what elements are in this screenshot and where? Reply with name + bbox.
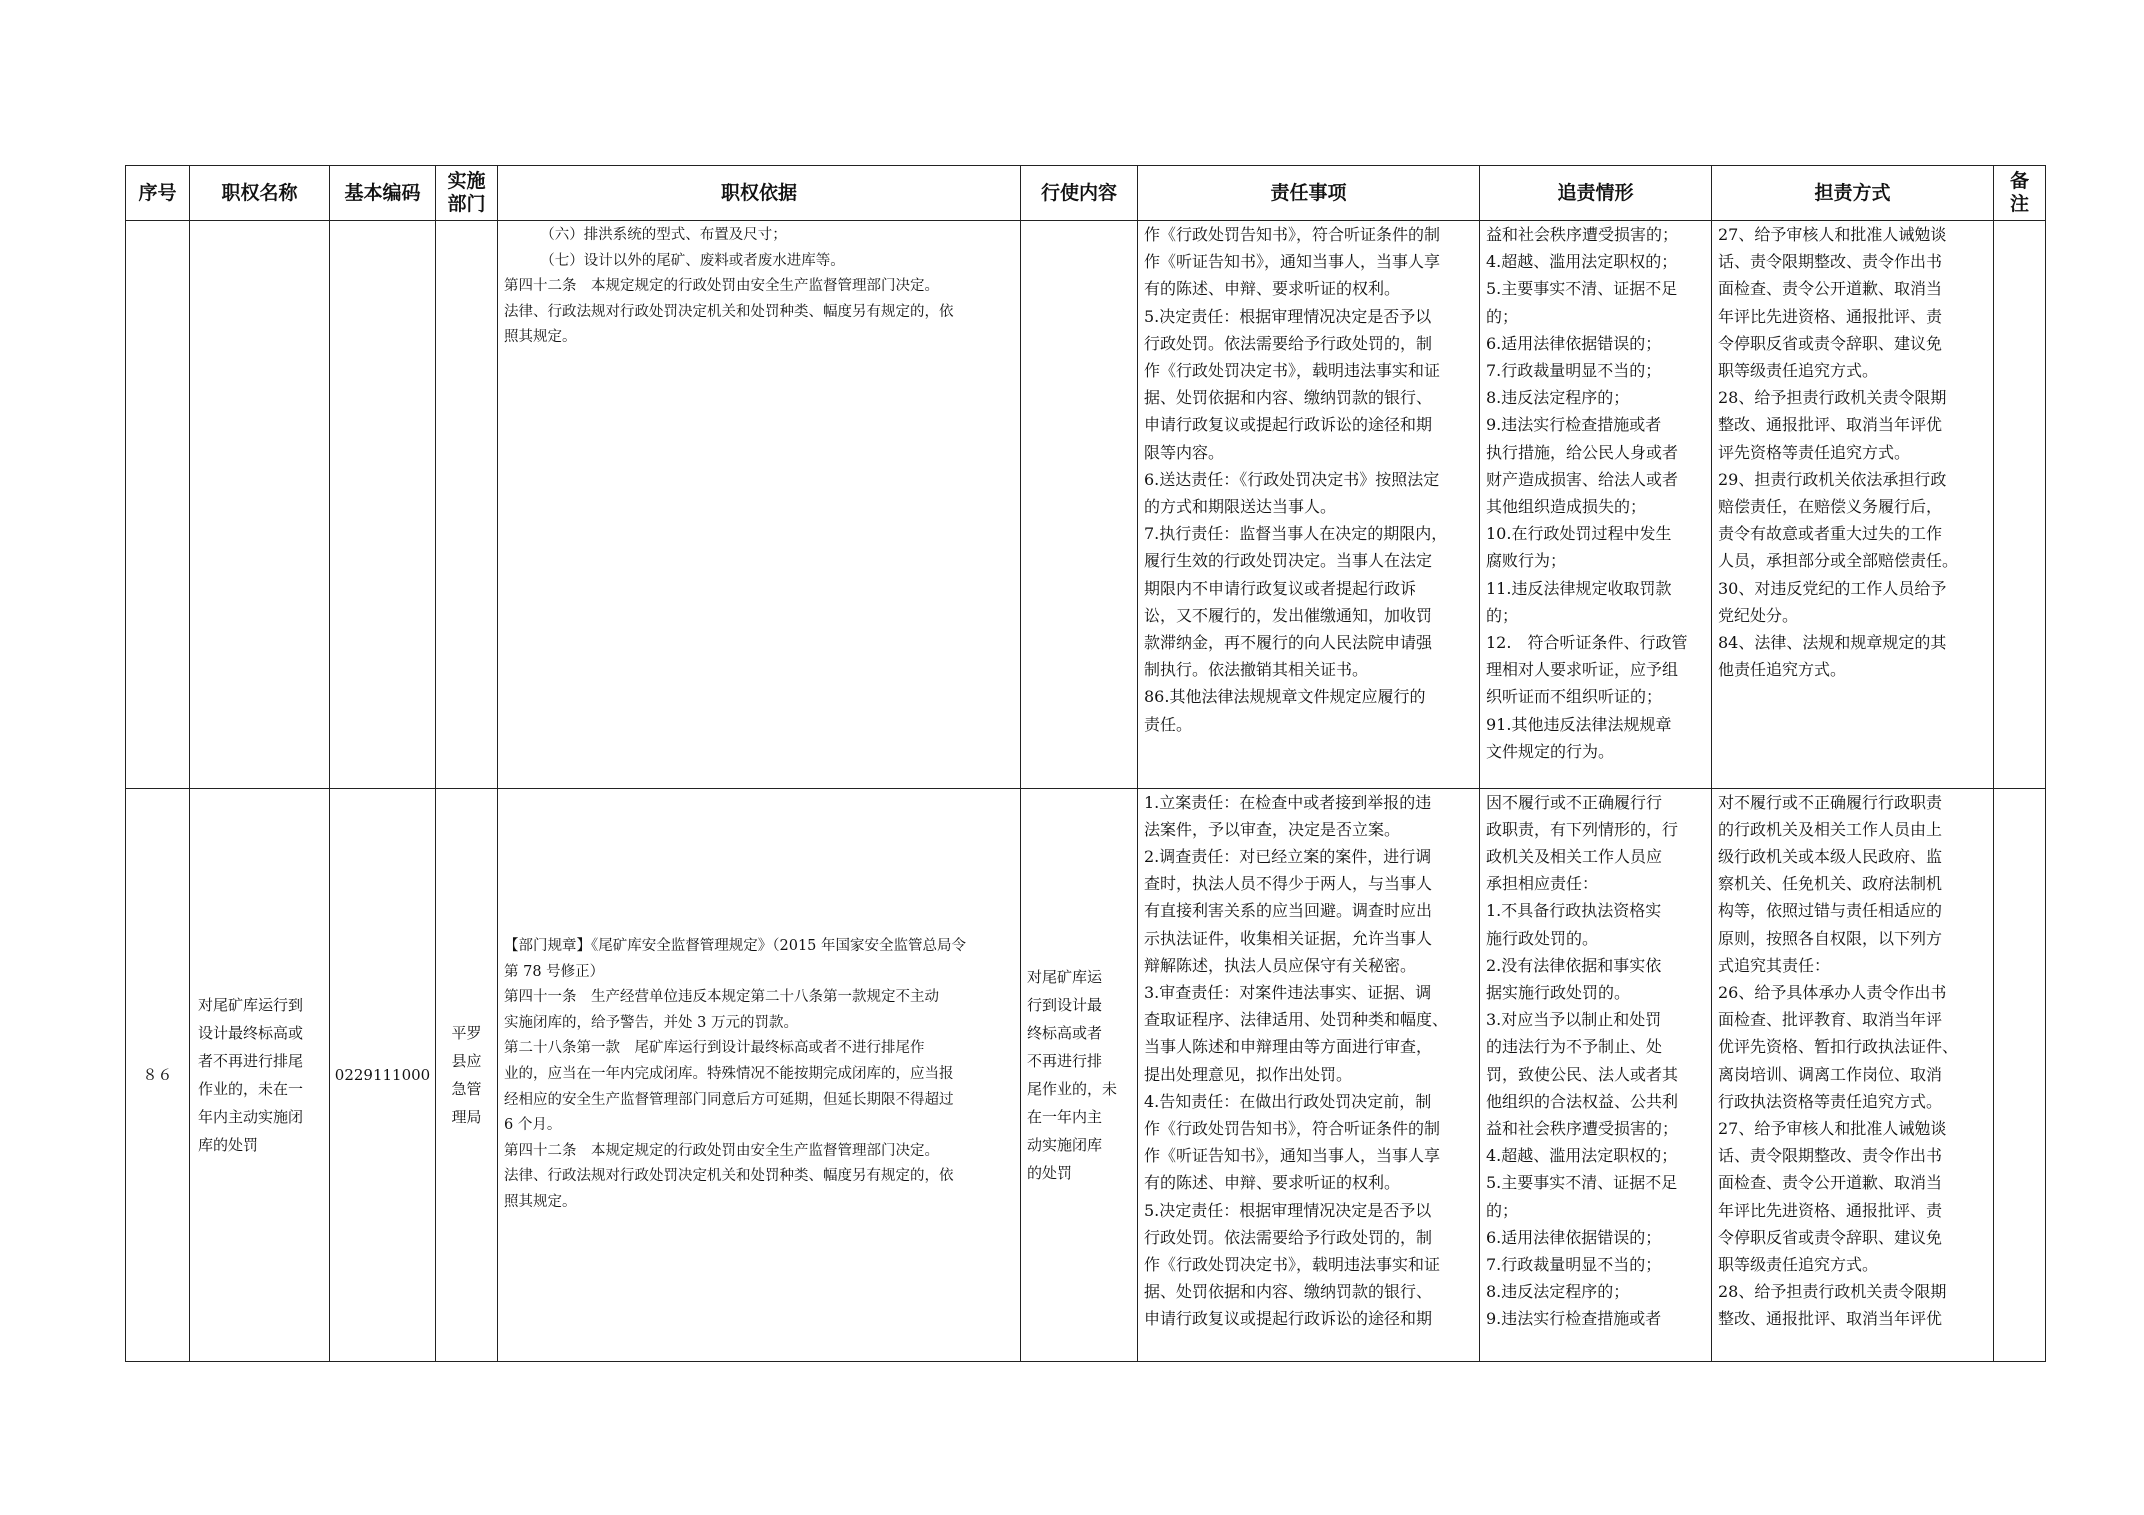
row2-remark	[1994, 788, 2046, 1362]
row1-basis: （六）排洪系统的型式、布置及尺寸； （七）设计以外的尾矿、废料或者废水进库等。 第四十二条 本规定规定的行政处罚由安全生产监督管理部门决定。 法律、行政法规对行政处罚决定机关和处罚种类、幅度另有规定的，依 照其规定。	[504, 227, 954, 346]
row2-responsibility-cell	[1712, 788, 1994, 1362]
row1-accountability-cell	[1480, 221, 1712, 788]
table-row	[126, 788, 2046, 1362]
header-name: 职权名称	[190, 166, 330, 221]
table-row	[126, 221, 2046, 788]
header-basis: 职权依据	[498, 166, 1021, 221]
row2-basis: 【部门规章】《尾矿库安全监督管理规定》（2015 年国家安全监管总局令 第 78 号修正） 第四十一条 生产经营单位违反本规定第二十八条第一款规定不主动 实施闭库的，给予警告，并处 3 万元的罚款。 第二十八条第一款 尾矿库运行到设计最终标高或者不进行排尾作 业的，应当在一年内完成闭库。特殊情况不能按期完成闭库的，应当报 经相应的安全生产监督管理部门同意后方可延期，但延长期限不得超过 6 个月。 第四十二条 本规定规定的行政处罚由安全生产监督管理部门决定。 法律、行政法规对行政处罚决定机关和处罚种类、幅度另有规定的，依 照其规定。	[504, 937, 967, 1210]
row2-duty-cell	[1138, 788, 1480, 1362]
header-content: 行使内容	[1021, 166, 1138, 221]
row2-responsibility: 对不履行或不正确履行行政职责 的行政机关及相关工作人员由上 级行政机关或本级人民政府、监 察机关、任免机关、政府法制机 构等，依照过错与责任相适应的 原则，按照各自权限，以下列方 式追究其责任： 26、给予具体承办人责令作出书 面检查、批评教育、取消当年评 优评先资格、暂扣行政执法证件、 离岗培训、调离工作岗位、取消 行政执法资格等责任追究方式。 27、给予审核人和批准人诫勉谈 话、责令限期整改、责令作出书 面检查、责令公开道歉、取消当 年评比先进资格、通报批评、责 令停职反省或责令辞职、建议免 职等级责任追究方式。 28、给予担责行政机关责令限期 整改、通报批评、取消当年评优	[1718, 792, 1959, 1329]
header-code: 基本编码	[330, 166, 436, 221]
row1-basis-cell	[498, 221, 1021, 788]
row2-code: 0229111000	[330, 788, 436, 1362]
row1-code	[330, 221, 436, 788]
header-row	[126, 166, 2046, 221]
header-seq: 序号	[126, 166, 190, 221]
row1-duty: 作《行政处罚告知书》，符合听证条件的制 作《听证告知书》，通知当事人，当事人享 有的陈述、申辩、要求听证的权利。 5.决定责任：根据审理情况决定是否予以 行政处罚。依法需要给予行政处罚的，制 作《行政处罚决定书》，载明违法事实和证 据、处罚依据和内容、缴纳罚款的银行、 申请行政复议或提起行政诉讼的途径和期 限等内容。 6.送达责任：《行政处罚决定书》按照法定 的方式和期限送达当事人。 7.执行责任：监督当事人在决定的期限内， 履行生效的行政处罚决定。当事人在法定 期限内不申请行政复议或者提起行政诉 讼，又不履行的，发出催缴通知，加收罚 款滞纳金，再不履行的向人民法院申请强 制执行。依法撤销其相关证书。 86.其他法律法规规章文件规定应履行的 责任。	[1144, 225, 1448, 734]
row1-accountability: 益和社会秩序遭受损害的； 4.超越、滥用法定职权的； 5.主要事实不清、证据不足 的； 6.适用法律依据错误的； 7.行政裁量明显不当的； 8.违反法定程序的； 9.违法实行检查措施或者 执行措施，给公民人身或者 财产造成损害、给法人或者 其他组织造成损失的； 10.在行政处罚过程中发生 腐败行为； 11.违反法律规定收取罚款 的； 12. 符合听证条件、行政管 理相对人要求听证，应予组 织听证而不组织听证的； 91.其他违反法律法规规章 文件规定的行为。	[1486, 225, 1688, 761]
row2-duty: 1.立案责任：在检查中或者接到举报的违 法案件，予以审查，决定是否立案。 2.调查责任：对已经立案的案件，进行调 查时，执法人员不得少于两人，与当事人 有直接利害关系的应当回避。调查时应出 示执法证件，收集相关证据，允许当事人 辩解陈述，执法人员应保守有关秘密。 3.审查责任：对案件违法事实、证据、调 查取证程序、法律适用、处罚种类和幅度、 当事人陈述和申辩理由等方面进行审查， 提出处理意见，拟作出处罚。 4.告知责任：在做出行政处罚决定前，制 作《行政处罚告知书》，符合听证条件的制 作《听证告知书》，通知当事人，当事人享 有的陈述、申辩、要求听证的权利。 5.决定责任：根据审理情况决定是否予以 行政处罚。依法需要给予行政处罚的，制 作《行政处罚决定书》，载明违法事实和证 据、处罚依据和内容、缴纳罚款的银行、 申请行政复议或提起行政诉讼的途径和期	[1144, 792, 1449, 1329]
header-dept: 实施 部门	[436, 166, 498, 221]
row1-duty-cell	[1138, 221, 1480, 788]
row1-responsibility: 27、给予审核人和批准人诫勉谈 话、责令限期整改、责令作出书 面检查、责令公开道歉、取消当 年评比先进资格、通报批评、责 令停职反省或责令辞职、建议免 职等级责任追究方式。 28、给予担责行政机关责令限期 整改、通报批评、取消当年评优 评先资格等责任追究方式。 29、担责行政机关依法承担行政 赔偿责任，在赔偿义务履行后， 责令有故意或者重大过失的工作 人员，承担部分或全部赔偿责任。 30、对违反党纪的工作人员给予 党纪处分。 84、法律、法规和规章规定的其 他责任追究方式。	[1718, 225, 1959, 680]
row1-remark	[1994, 221, 2046, 788]
row1-content	[1021, 221, 1138, 788]
header-remark: 备 注	[1994, 166, 2046, 221]
header-duty: 责任事项	[1138, 166, 1480, 221]
row2-accountability: 因不履行或不正确履行行 政职责，有下列情形的，行 政机关及相关工作人员应 承担相应责任： 1.不具备行政执法资格实 施行政处罚的。 2.没有法律依据和事实依 据实施行政处罚的。 3.对应当予以制止和处罚 的违法行为不予制止、处 罚，致使公民、法人或者其 他组织的合法权益、公共利 益和社会秩序遭受损害的； 4.超越、滥用法定职权的； 5.主要事实不清、证据不足 的； 6.适用法律依据错误的； 7.行政裁量明显不当的； 8.违反法定程序的； 9.违法实行检查措施或者	[1486, 792, 1679, 1329]
header-accountability: 追责情形	[1480, 166, 1712, 221]
row1-dept	[436, 221, 498, 788]
row1-name	[190, 221, 330, 788]
header-responsibility: 担责方式	[1712, 166, 1994, 221]
row1-responsibility-cell	[1712, 221, 1994, 788]
row2-accountability-cell	[1480, 788, 1712, 1362]
row2-seq: ８６	[126, 788, 190, 1362]
authority-table	[125, 165, 2046, 1362]
row2-name: 对尾矿库运行到 设计最终标高或 者不再进行排尾 作业的，未在一 年内主动实施闭 库的处罚	[190, 788, 330, 1362]
row1-seq	[126, 221, 190, 788]
row2-dept: 平罗 县应 急管 理局	[436, 788, 498, 1362]
row2-content: 对尾矿库运 行到设计最 终标高或者 不再进行排 尾作业的，未 在一年内主 动实施闭库 的处罚	[1021, 788, 1138, 1362]
row2-basis-cell	[498, 788, 1021, 1362]
